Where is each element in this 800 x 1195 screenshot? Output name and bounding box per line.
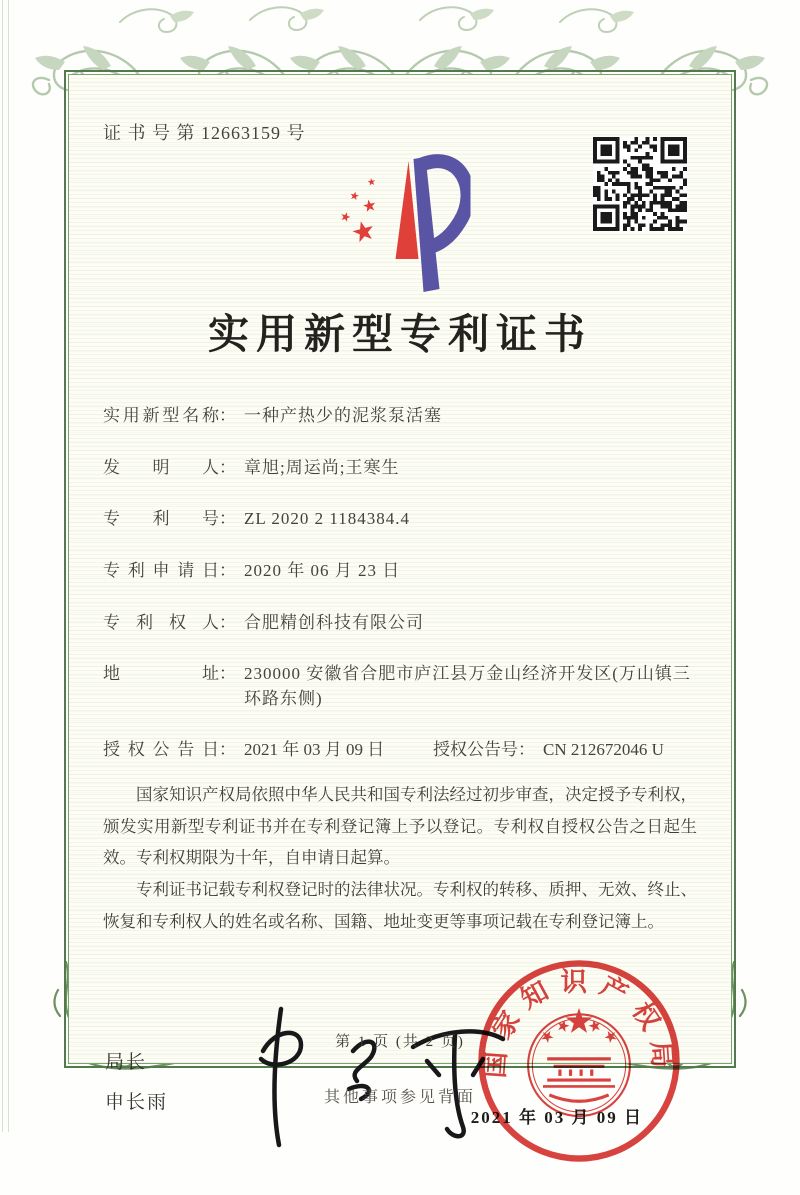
field-row-grant bbox=[103, 738, 697, 763]
field-label: 授权公告日 bbox=[103, 740, 219, 760]
field-colon: ： bbox=[219, 406, 236, 425]
back-note: 其他事项参见背面 bbox=[323, 1089, 476, 1106]
field-colon: ： bbox=[219, 664, 236, 684]
field-value: 章旭;周运尚;王寒生 bbox=[244, 457, 400, 477]
certificate-title: 实用新型专利证书 bbox=[208, 311, 592, 357]
field-row-patentee bbox=[103, 611, 697, 636]
grant-no-value: CN 212672046 U bbox=[543, 740, 664, 760]
legal-text-block bbox=[103, 779, 697, 937]
field-value: 230000 安徽省合肥市庐江县万金山经济开发区(万山镇三环路东侧) bbox=[244, 664, 691, 708]
qr-code-icon bbox=[593, 137, 687, 231]
header-logo-row bbox=[103, 129, 697, 279]
logo-blue-blade bbox=[414, 157, 440, 292]
signer-name: 申长雨 bbox=[105, 1092, 169, 1114]
field-row-name bbox=[103, 404, 697, 429]
field-value: 2020 年 06 月 23 日 bbox=[244, 560, 401, 580]
fields-block bbox=[103, 404, 697, 763]
field-row-patent-no bbox=[103, 507, 697, 532]
signer-title: 局长 bbox=[105, 1052, 148, 1074]
field-colon: ： bbox=[219, 509, 236, 529]
grant-date-value: 2021 年 03 月 09 日 bbox=[244, 740, 385, 760]
field-label: 实用新型名称 bbox=[103, 406, 219, 425]
signature-seal-area bbox=[103, 963, 697, 1195]
field-label: 发明人 bbox=[103, 457, 219, 477]
field-row-filing-date bbox=[103, 559, 697, 584]
field-label: 专利权人 bbox=[103, 612, 219, 632]
grant-no-label: 授权公告号 bbox=[433, 740, 518, 760]
legal-paragraph-2: 专利证书记载专利权登记时的法律状况。专利权的转移、质押、无效、终止、恢复和专利权人的姓名或名称、国籍、地址变更等事项记载在专利登记簿上。 bbox=[103, 880, 697, 931]
field-value: ZL 2020 2 1184384.4 bbox=[244, 509, 411, 529]
field-colon: ： bbox=[219, 612, 236, 632]
field-colon: ： bbox=[219, 740, 236, 760]
field-label: 专利号 bbox=[103, 509, 219, 529]
field-row-inventors bbox=[103, 456, 697, 481]
field-colon: ： bbox=[518, 740, 535, 760]
field-label: 地址 bbox=[103, 664, 219, 684]
field-value: 一种产热少的泥浆泵活塞 bbox=[244, 406, 442, 425]
page-number: 第 1 页 (共 2 页) bbox=[335, 1034, 465, 1050]
cnipa-logo-icon bbox=[321, 143, 471, 293]
field-value: 合肥精创科技有限公司 bbox=[244, 612, 424, 632]
field-label: 专利申请日 bbox=[103, 560, 219, 580]
field-colon: ： bbox=[219, 457, 236, 477]
page-edge-lines bbox=[2, 0, 9, 1132]
certificate-number: 证 书 号 第 12663159 号 bbox=[103, 123, 306, 143]
field-colon: ： bbox=[219, 560, 236, 580]
field-row-address bbox=[103, 662, 697, 711]
seal-agency-text: 国家知识产权局 bbox=[479, 967, 679, 1080]
seal-date: 2021 年 03 月 09 日 bbox=[470, 1108, 643, 1128]
legal-paragraph-1: 国家知识产权局依照中华人民共和国专利法经过初步审查，决定授予专利权，颁发实用新型专利证书并在专利登记簿上予以登记。专利权自授权公告之日起生效。专利权期限为十年，自申请日起算。 bbox=[103, 785, 697, 868]
official-seal-icon bbox=[470, 955, 685, 1167]
